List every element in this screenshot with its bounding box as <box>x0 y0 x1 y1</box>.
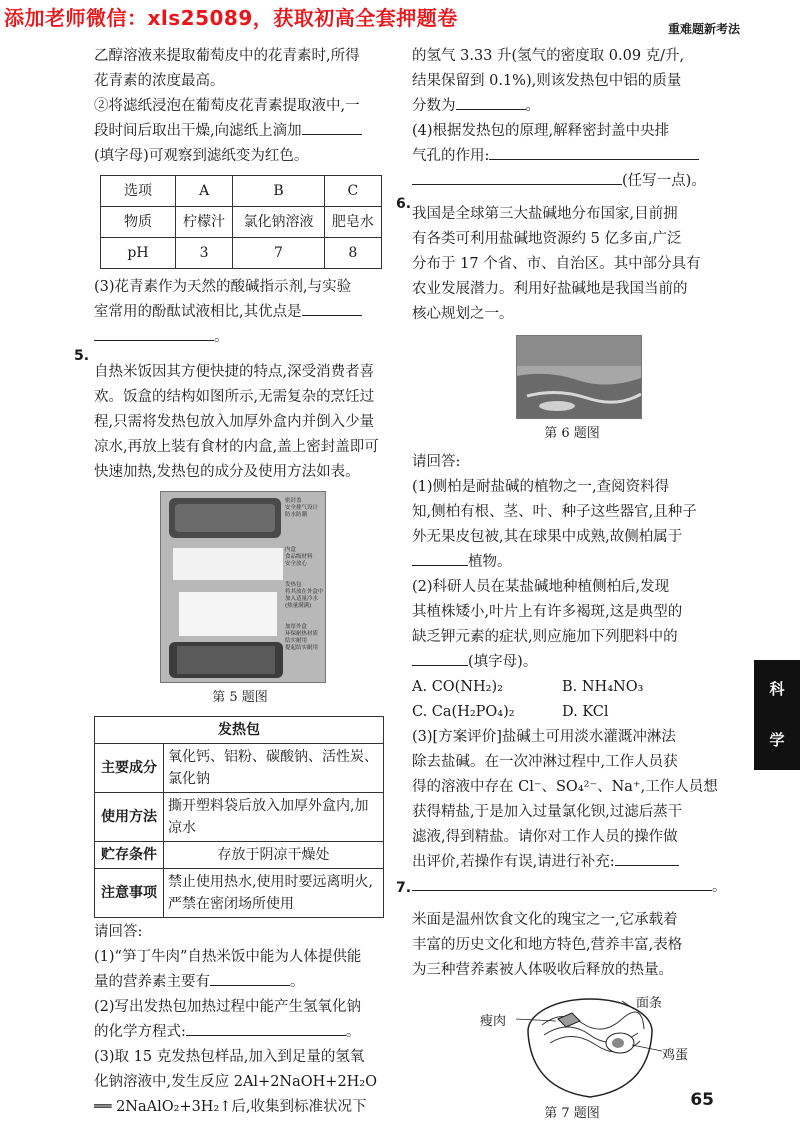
text-line: 欢。饭盒的结构如图所示,无需复杂的烹饪过 <box>94 389 375 405</box>
answer-blank[interactable] <box>210 971 290 986</box>
table-row: 发热包 <box>95 717 384 744</box>
text-line: 缺乏钾元素的症状,则应施加下列肥料中的 <box>412 629 678 645</box>
text-line: 为三种营养素被人体吸收后释放的热量。 <box>412 962 673 978</box>
text-line: 量的营养素主要有 。 <box>94 970 386 995</box>
subject-tab: 科 学 <box>754 660 800 770</box>
text-line: (4)根据发热包的原理,解释密封盖中央排 <box>412 123 670 139</box>
options-row <box>412 700 732 725</box>
text-line: 。 <box>412 875 732 900</box>
text-line: (3)[方案评价]盐碱土可用淡水灌溉冲淋法 <box>412 729 676 745</box>
answer-blank[interactable] <box>412 876 712 891</box>
text-line: 其植株矮小,叶片上有许多褐斑,这是典型的 <box>412 604 683 620</box>
question-number: 6. <box>396 196 412 212</box>
text-line: 气孔的作用: <box>412 144 732 169</box>
text-line: 米面是温州饮食文化的瑰宝之一,它承载着 <box>412 912 678 928</box>
text-line: 丰富的历史文化和地方特色,营养丰富,表格 <box>412 937 683 953</box>
text-line: 的氢气 3.33 升(氢气的密度取 0.09 克/升, <box>412 48 685 64</box>
text-line: 植物。 <box>412 550 732 575</box>
figure-caption: 第 5 题图 <box>212 690 268 705</box>
saline-land-photo <box>516 335 642 419</box>
text-line: (2)科研人员在某盐碱地种植侧柏后,发现 <box>412 579 670 595</box>
text-line: 滤液,得到精盐。请你对工作人员的操作做 <box>412 829 678 845</box>
answer-blank[interactable] <box>615 851 679 866</box>
text-line: 快速加热,发热包的成分及使用方法如表。 <box>94 464 360 480</box>
text-line: 得的溶液中存在 Cl⁻、SO₄²⁻、Na⁺,工作人员想 <box>412 779 718 795</box>
label-egg: 鸡蛋 <box>662 1048 689 1063</box>
text-line: 知,侧柏有根、茎、叶、种子这些器官,且种子 <box>412 504 697 520</box>
text-line: ══ 2NaAlO₂+3H₂↑后,收集到标准状况下 <box>94 1099 367 1115</box>
figure-caption: 第 6 题图 <box>544 426 600 441</box>
answer-blank[interactable] <box>302 120 362 135</box>
text-line: 请回答: <box>94 924 143 940</box>
saline-land-image <box>517 336 641 418</box>
table-row: 注意事项 禁止使用热水,使用时要远离明火,严禁在密闭场所使用 <box>95 869 384 918</box>
text-line: ②将滤纸浸泡在葡萄皮花青素提取液中,一 <box>94 98 360 114</box>
text-line: 除去盐碱。在一次冲淋过程中,工作人员获 <box>412 754 678 770</box>
promo-banner: 添加老师微信：xls25089，获取初高全套押题卷 <box>4 6 458 30</box>
left-column <box>94 44 386 1120</box>
text-line: (2)写出发热包加热过程中能产生氢氧化钠 <box>94 999 362 1015</box>
text-line: 的化学方程式: 。 <box>94 1020 386 1045</box>
table-row: 使用方法 撕开塑料袋后放入加厚外盒内,加凉水 <box>95 793 384 842</box>
text-line: (3)花青素作为天然的酸碱指示剂,与实验 <box>94 279 352 295</box>
text-line: 有各类可利用盐碱地资源约 5 亿多亩,广泛 <box>412 231 682 247</box>
answer-blank[interactable] <box>186 1021 346 1036</box>
text-line: 核心规划之一。 <box>412 306 514 322</box>
table-row: 物质 柠檬汁 氯化钠溶液 肥皂水 <box>101 207 382 238</box>
text-line: 花青素的浓度最高。 <box>94 73 225 89</box>
text-line: 。 <box>94 325 386 350</box>
noodle-bowl-figure <box>472 989 689 1101</box>
series-title: 重难题新考法 <box>667 22 740 36</box>
lunchbox-figure: 密封盖 安全排气设计 防水防潮 内盒 食品级材料 安全放心 发热包 将其放在外盒中 加入适量冷水 (热量满满) 加厚外盒 环保耐热材质 结实耐用 提起结实耐用 <box>160 491 326 683</box>
text-line: 农业发展潜力。利用好盐碱地是我国当前的 <box>412 281 688 297</box>
table-row: 主要成分 氧化钙、铝粉、碳酸钠、活性炭、氯化钠 <box>95 744 384 793</box>
option-c[interactable]: C. Ca(H₂PO₄)₂ <box>412 704 515 720</box>
text-line: 段时间后取出干燥,向滤纸上滴加 <box>94 119 386 144</box>
answer-blank[interactable] <box>456 95 526 110</box>
heating-pack-table <box>94 716 384 918</box>
answer-blank[interactable] <box>412 170 622 185</box>
ph-table <box>100 175 382 269</box>
table-row: 选项 A B C <box>101 176 382 207</box>
text-line: 结果保留到 0.1%),则该发热包中铝的质量 <box>412 73 682 89</box>
text-line: 分布于 17 个省、市、自治区。其中部分具有 <box>412 256 701 272</box>
table-row: 贮存条件 存放于阴凉干燥处 <box>95 842 384 869</box>
text-line: 分数为 。 <box>412 94 732 119</box>
text-line: 乙醇溶液来提取葡萄皮中的花青素时,所得 <box>94 48 360 64</box>
text-line: 化钠溶液中,发生反应 2Al+2NaOH+2H₂O <box>94 1074 378 1090</box>
option-b[interactable]: B. NH₄NO₃ <box>562 679 644 695</box>
text-line: (任写一点)。 <box>412 169 732 194</box>
text-line: (1)侧柏是耐盐碱的植物之一,查阅资料得 <box>412 479 670 495</box>
figure-caption: 第 7 题图 <box>544 1106 600 1121</box>
label-noodle: 面条 <box>636 996 663 1011</box>
answer-blank[interactable] <box>94 326 214 341</box>
text-line: 凉水,再放上装有食材的内盒,盖上密封盖即可 <box>94 439 379 455</box>
answer-blank[interactable] <box>412 551 468 566</box>
answer-blank[interactable] <box>302 301 362 316</box>
text-line: 获得精盐,于是加入过量氯化钡,过滤后蒸干 <box>412 804 683 820</box>
text-line: 外无果皮包被,其在球果中成熟,故侧柏属于 <box>412 529 683 545</box>
text-line: 程,只需将发热包放入加厚外盒内并倒入少量 <box>94 414 375 430</box>
text-line: 我国是全球第三大盐碱地分布国家,目前拥 <box>412 206 678 222</box>
options-row <box>412 675 732 700</box>
right-column <box>412 44 732 1126</box>
option-a[interactable]: A. CO(NH₂)₂ <box>412 679 503 695</box>
text-line: (填字母)。 <box>412 650 732 675</box>
text-line: 室常用的酚酞试液相比,其优点是 <box>94 300 386 325</box>
text-line: (3)取 15 克发热包样品,加入到足量的氢氧 <box>94 1049 365 1065</box>
text-line: (1)“笋丁牛肉”自热米饭中能为人体提供能 <box>94 949 362 965</box>
text-line: 出评价,若操作有误,请进行补充: <box>412 850 732 875</box>
label-meat: 瘦肉 <box>480 1014 507 1029</box>
question-number: 7. <box>396 880 412 896</box>
answer-blank[interactable] <box>412 651 468 666</box>
question-number: 5. <box>74 348 90 364</box>
page-number: 65 <box>690 1090 714 1110</box>
option-d[interactable]: D. KCl <box>562 704 609 720</box>
text-line: 请回答: <box>412 454 461 470</box>
table-row: pH 3 7 8 <box>101 238 382 269</box>
answer-blank[interactable] <box>489 145 699 160</box>
text-line: 自热米饭因其方便快捷的特点,深受消费者喜 <box>94 364 375 380</box>
text-line: (填字母)可观察到滤纸变为红色。 <box>94 148 309 164</box>
